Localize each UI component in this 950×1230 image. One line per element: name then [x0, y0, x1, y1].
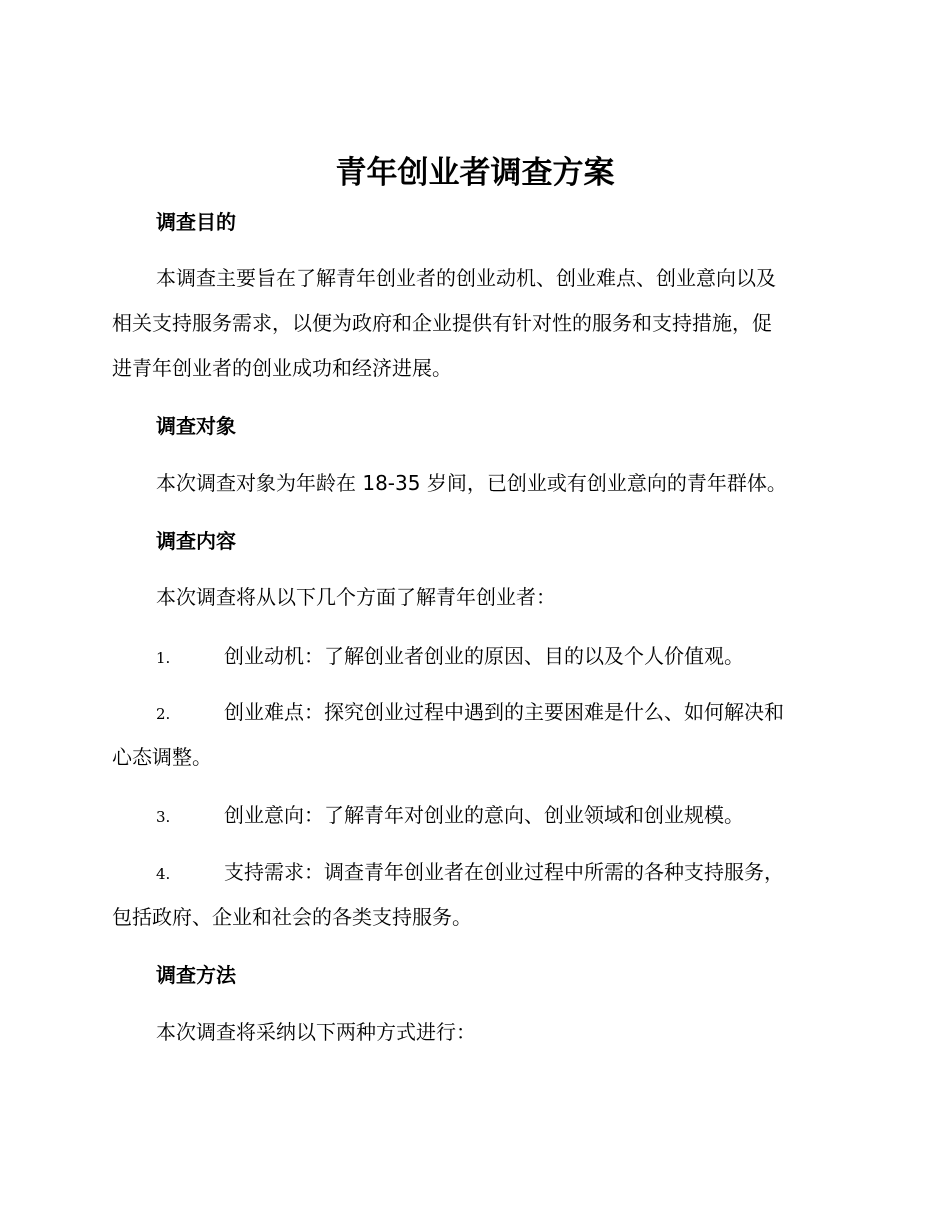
list-number: 4. [156, 865, 171, 883]
list-item [112, 850, 838, 940]
purpose-paragraph [112, 256, 838, 391]
list-item-line [112, 793, 838, 838]
list-item [112, 690, 838, 780]
list-number: 1. [156, 649, 171, 667]
target-line: 本次调查对象为年龄在 18-35 岁间，已创业或有创业意向的青年群体。 [156, 471, 787, 495]
target-paragraph [112, 461, 838, 506]
content-intro-line: 本次调查将从以下几个方面了解青年创业者： [156, 585, 556, 609]
list-item-continuation: 心态调整。 [112, 745, 212, 769]
list-number: 2. [156, 705, 171, 723]
document-title: 青年创业者调查方案 [335, 155, 615, 191]
list-item-text: 创业难点：探究创业过程中遇到的主要困难是什么、如何解决和 [224, 700, 784, 724]
content-intro-paragraph [112, 575, 838, 620]
section-heading-target: 调查对象 [156, 414, 236, 438]
section-heading-method: 调查方法 [156, 963, 236, 987]
purpose-line: 进青年创业者的创业成功和经济进展。 [112, 356, 452, 380]
section-heading-content: 调查内容 [156, 529, 236, 553]
list-item [112, 634, 838, 679]
list-item-continuation: 包括政府、企业和社会的各类支持服务。 [112, 905, 472, 929]
list-item-text: 创业意向：了解青年对创业的意向、创业领域和创业规模。 [224, 803, 744, 827]
list-item-line [112, 850, 838, 895]
purpose-line: 本调查主要旨在了解青年创业者的创业动机、创业难点、创业意向以及 [156, 266, 776, 290]
list-item-line [112, 690, 838, 735]
purpose-line: 相关支持服务需求，以便为政府和企业提供有针对性的服务和支持措施，促 [112, 311, 772, 335]
list-item-text: 支持需求：调查青年创业者在创业过程中所需的各种支持服务， [224, 860, 784, 884]
list-item-line [112, 634, 838, 679]
method-intro-line: 本次调查将采纳以下两种方式进行： [156, 1020, 476, 1044]
list-item [112, 793, 838, 838]
list-item-text: 创业动机：了解创业者创业的原因、目的以及个人价值观。 [224, 644, 744, 668]
section-heading-purpose: 调查目的 [156, 210, 236, 234]
list-number: 3. [156, 808, 171, 826]
method-intro-paragraph [112, 1010, 838, 1055]
